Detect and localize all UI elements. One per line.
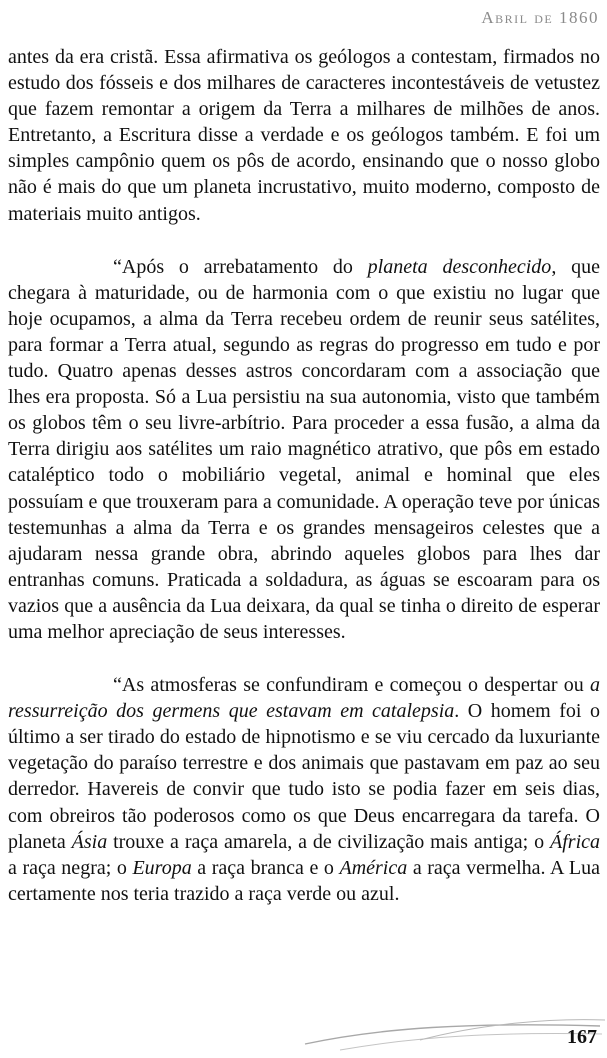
text-run: a raça vermelha. A Lua certamente nos teria trazido a raça verde ou azul. (8, 856, 601, 905)
text-run: “As atmosferas se confundiram e começou o despertar ou (113, 674, 590, 697)
body-text (8, 44, 600, 907)
text-run: a raça negra; o (8, 856, 133, 879)
running-header: Abril de 1860 (481, 8, 599, 27)
page-number: 167 (567, 1026, 597, 1048)
paragraph (8, 44, 600, 227)
text-run: antes da era cristã. Essa afirmativa os geólogos a contestam, firmados no estudo dos fósseis e dos milhares de caracteres incontestáveis de vetustez que fazem remontar a origem da Terra a milhares de milhões de anos. Entretanto, a Escritura disse a verdade e os geólogos também. E foi um simples campônio quem os pôs de acordo, ensinando que o nosso globo não é mais do que um planeta incrustativo, muito moderno, composto de materiais muito antigos. (8, 46, 600, 225)
text-run: trouxe a raça amarela, a de civilização mais antiga; o (107, 830, 551, 853)
paragraph (8, 672, 600, 907)
page-footer (0, 1010, 607, 1058)
text-run: . O homem foi o último a ser tirado do estado de hipnotismo e se viu cercado da luxuriante vegetação do paraíso terrestre e dos animais que pastavam em paz ao seu derredor. Havereis de convir que tudo isto se podia fazer em seis dias, com obreiros tão poderosos como os que Deus encarregara da tarefa. O planeta (8, 700, 600, 853)
italic-run: Europa (132, 856, 192, 879)
italic-run: planeta desconhecido (367, 255, 552, 278)
text-run: “Após o arrebatamento do (113, 255, 368, 278)
italic-run: América (339, 856, 408, 879)
swoosh-ornament-icon (300, 1014, 607, 1054)
text-run: , que chegara à maturidade, ou de harmonia com o que existiu no lugar que hoje ocupamos, a alma da Terra recebeu ordem de reunir seus satélites, para formar a Terra atual, segundo as regras do progresso em tudo e por tudo. Quatro apenas desses astros concordaram com a associação que lhes era proposta. Só a Lua persistiu na sua autonomia, visto que também os globos têm o seu livre-arbítrio. Para proceder a essa fusão, a alma da Terra dirigiu aos satélites um raio magnético atrativo, que pôs em estado cataléptico todo o mobiliário vegetal, animal e hominal que eles possuíam e que trouxeram para a comunidade. A operação teve por únicas testemunhas a alma da Terra e os grandes mensageiros celestes que a ajudaram nessa grande obra, abrindo aqueles globos para lhes dar entranhas comuns. Praticada a soldadura, as águas se escoaram para os vazios que a ausência da Lua deixara, da qual se tinha o direito de esperar uma melhor apreciação de seus interesses. (8, 255, 601, 643)
text-run: a raça branca e o (191, 856, 340, 879)
paragraph (8, 254, 600, 645)
italic-run: a ressurreição dos germens que estavam em catalepsia (8, 674, 600, 723)
italic-run: Ásia (71, 830, 108, 853)
italic-run: África (550, 830, 601, 853)
